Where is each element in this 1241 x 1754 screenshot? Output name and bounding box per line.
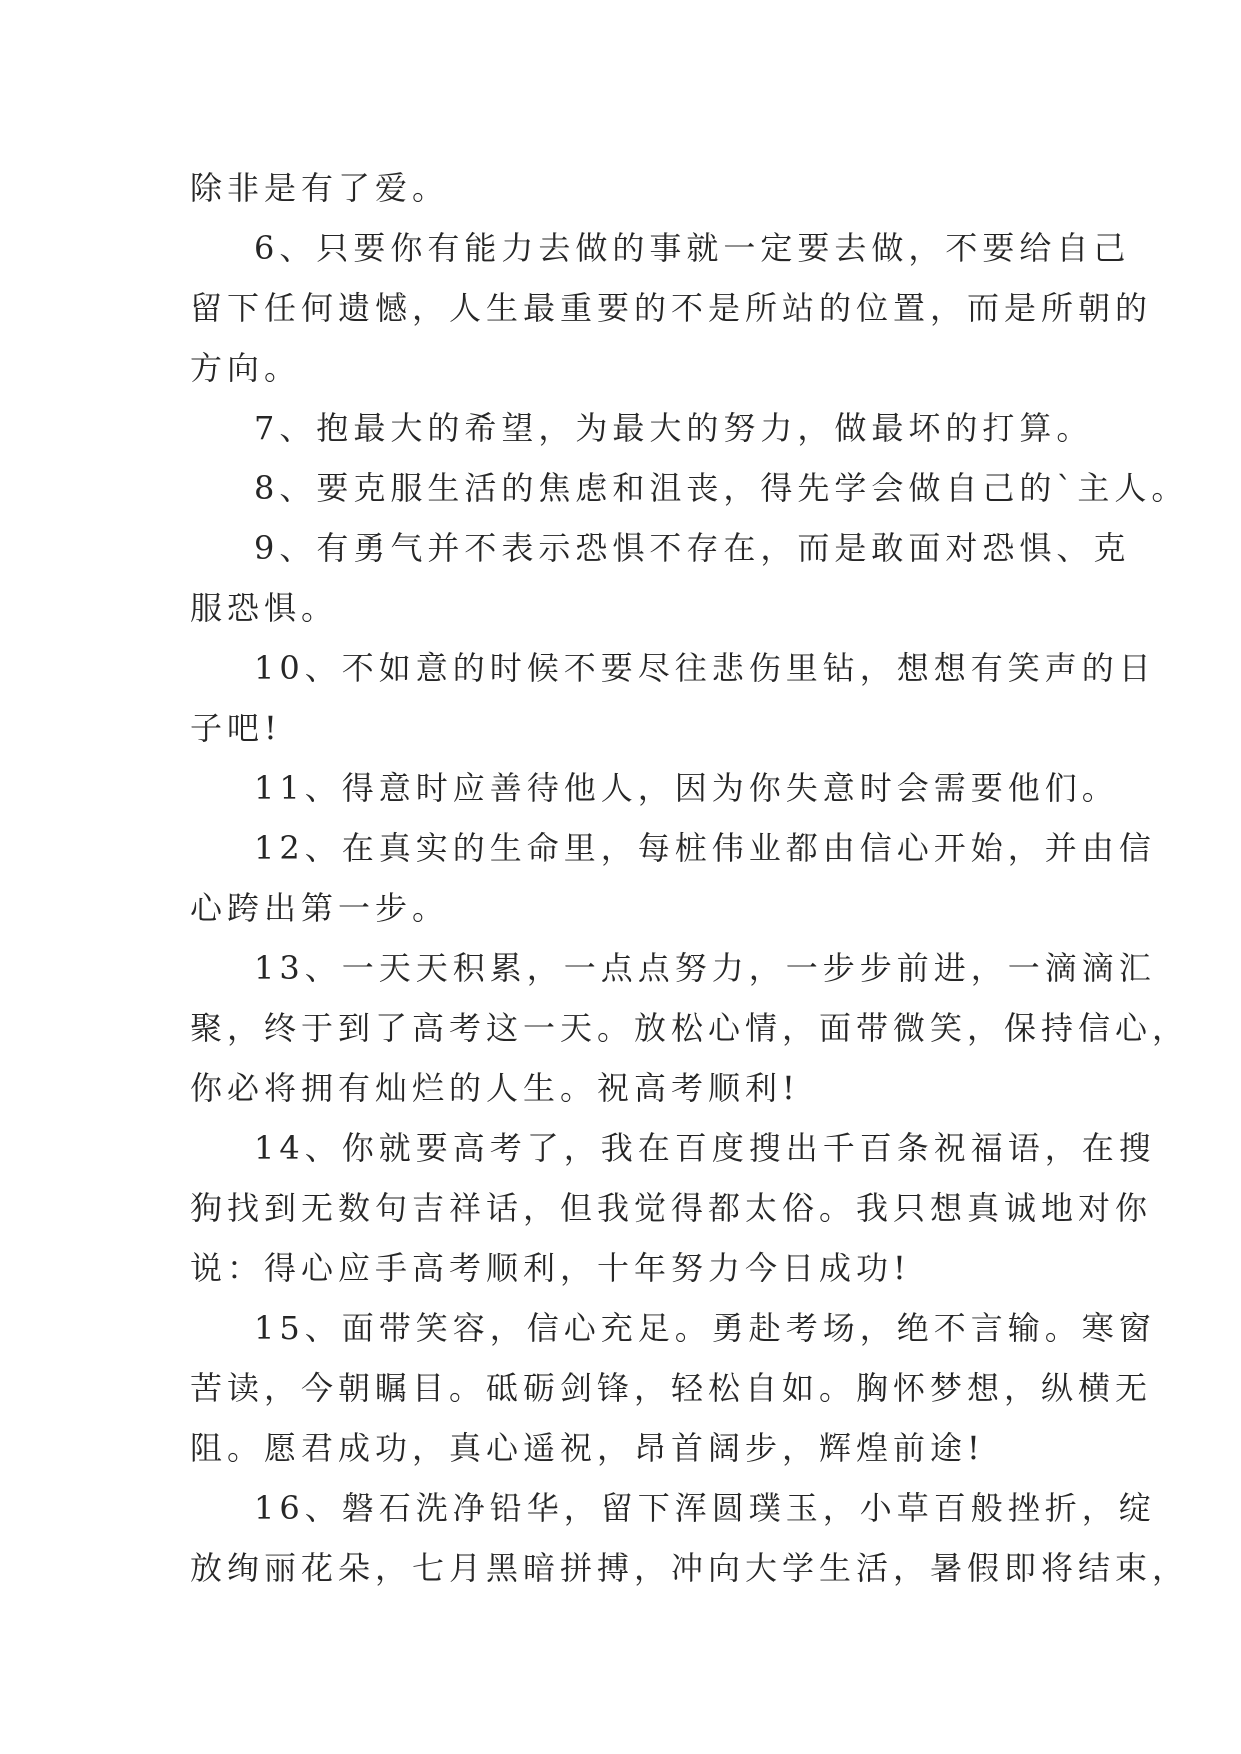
- text-line: 6、只要你有能力去做的事就一定要去做，不要给自己: [254, 229, 1131, 267]
- paragraph-7: [190, 398, 1094, 458]
- text-line: 10、不如意的时候不要尽往悲伤里钻，想想有笑声的日: [254, 649, 1156, 687]
- text-line: 心跨出第一步。: [190, 889, 450, 927]
- document-body: [190, 158, 1190, 1598]
- text-line: 12、在真实的生命里，每桩伟业都由信心开始，并由信: [254, 829, 1156, 867]
- text-line: 说：得心应手高考顺利，十年努力今日成功!: [190, 1249, 911, 1287]
- text-line: 苦读，今朝瞩目。砥砺剑锋，轻松自如。胸怀梦想，纵横无: [190, 1369, 1153, 1407]
- text-line: 方向。: [190, 349, 302, 387]
- paragraph-15: [190, 1298, 1156, 1478]
- text-line: 子吧!: [190, 709, 282, 747]
- text-line: 7、抱最大的希望，为最大的努力，做最坏的打算。: [254, 409, 1094, 447]
- text-line: 11、得意时应善待他人，因为你失意时会需要他们。: [254, 769, 1119, 807]
- paragraph-8: [190, 458, 1189, 518]
- text-line: 14、你就要高考了，我在百度搜出千百条祝福语，在搜: [254, 1129, 1156, 1167]
- paragraph-12: [190, 818, 1156, 938]
- text-line: 8、要克服生活的焦虑和沮丧，得先学会做自己的`主人。: [254, 469, 1189, 507]
- paragraph-6: [190, 218, 1153, 398]
- text-line: 16、磐石洗净铅华，留下浑圆璞玉，小草百般挫折，绽: [254, 1489, 1156, 1527]
- paragraph-9: [190, 518, 1131, 638]
- text-line: 服恐惧。: [190, 589, 339, 627]
- paragraph-16: [190, 1478, 1190, 1598]
- paragraph-11: [190, 758, 1119, 818]
- text-line: 除非是有了爱。: [190, 169, 450, 207]
- paragraph-13: [190, 938, 1190, 1118]
- text-line: 13、一天天积累，一点点努力，一步步前进，一滴滴汇: [254, 949, 1156, 987]
- text-line: 阻。愿君成功，真心遥祝，昂首阔步，辉煌前途!: [190, 1429, 985, 1467]
- text-line: 15、面带笑容，信心充足。勇赴考场，绝不言输。寒窗: [254, 1309, 1156, 1347]
- paragraph-5-continuation: [190, 158, 1052, 218]
- text-line: 留下任何遗憾，人生最重要的不是所站的位置，而是所朝的: [190, 289, 1153, 327]
- paragraph-14: [190, 1118, 1156, 1298]
- text-line: 放绚丽花朵，七月黑暗拼搏，冲向大学生活，暑假即将结束，: [190, 1549, 1190, 1587]
- text-line: 狗找到无数句吉祥话，但我觉得都太俗。我只想真诚地对你: [190, 1189, 1153, 1227]
- paragraph-10: [190, 638, 1156, 758]
- text-line: 你必将拥有灿烂的人生。祝高考顺利!: [190, 1069, 800, 1107]
- text-line: 9、有勇气并不表示恐惧不存在，而是敢面对恐惧、克: [254, 529, 1131, 567]
- text-line: 聚，终于到了高考这一天。放松心情，面带微笑，保持信心，: [190, 1009, 1190, 1047]
